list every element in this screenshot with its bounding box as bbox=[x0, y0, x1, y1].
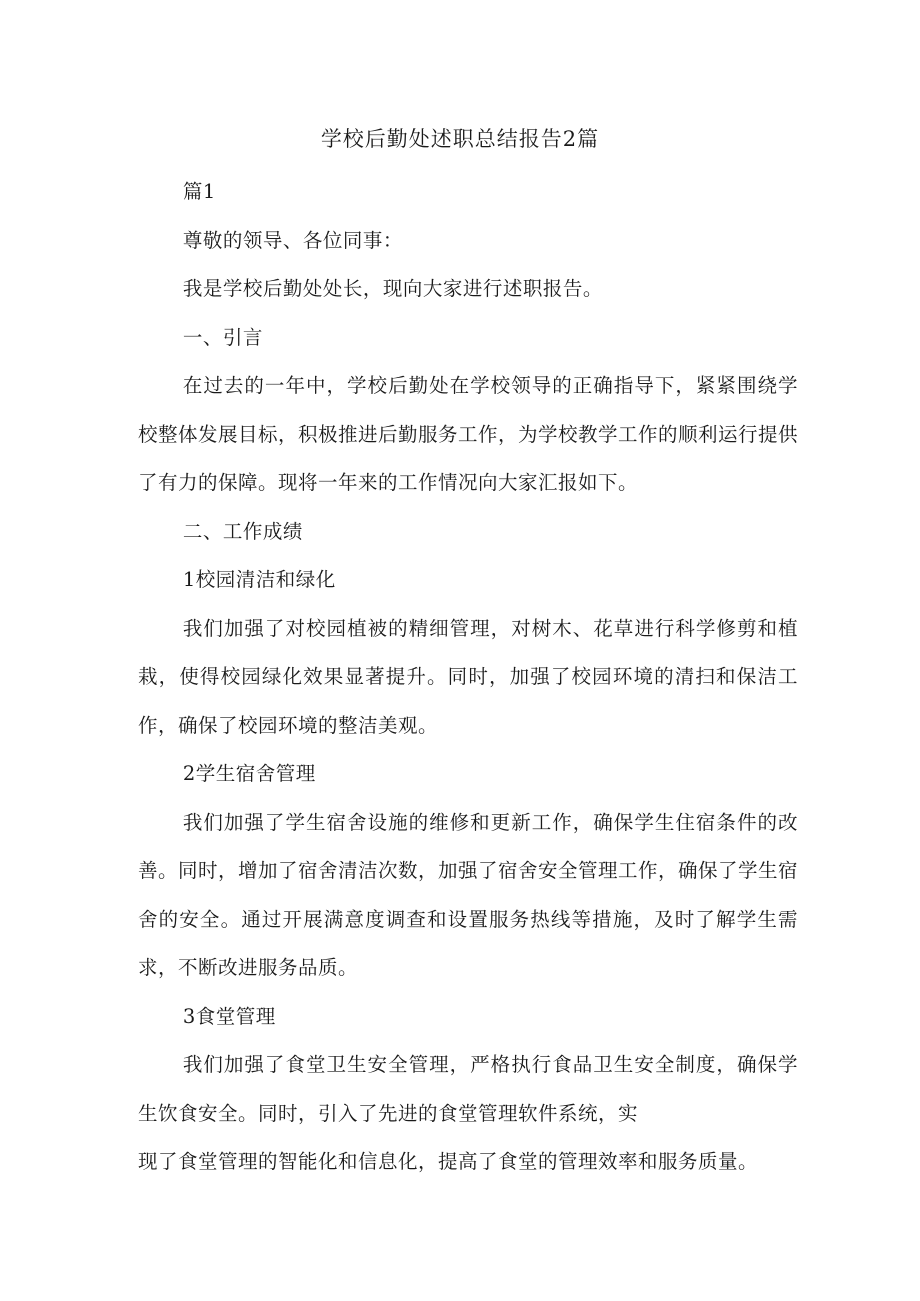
opening-paragraph: 我是学校后勤处处长，现向大家进行述职报告。 bbox=[182, 277, 603, 300]
canteen-paragraph: 我们加强了食堂卫生安全管理，严格执行食品卫生安全制度，确保学生饮食安全。同时，引入了先进的食堂管理软件系统，实 bbox=[138, 1053, 798, 1125]
introduction-paragraph: 在过去的一年中，学校后勤处在学校领导的正确指导下，紧紧围绕学校整体发展目标，积极推进后勤服务工作，为学校教学工作的顺利运行提供了有力的保障。现将一年来的工作情况向大家汇报如下。 bbox=[138, 374, 799, 494]
salutation: 尊敬的领导、各位同事： bbox=[182, 228, 403, 252]
heading-achievements: 二、工作成绩 bbox=[182, 519, 303, 543]
subheading-canteen: 3食堂管理 bbox=[182, 1004, 276, 1028]
heading-introduction: 一、引言 bbox=[182, 325, 263, 349]
section-label: 篇1 bbox=[182, 180, 216, 203]
subheading-dormitory: 2学生宿舍管理 bbox=[182, 762, 316, 785]
canteen-paragraph-continued: 现了食堂管理的智能化和信息化，提高了食堂的管理效率和服务质量。 bbox=[138, 1150, 759, 1173]
dormitory-paragraph: 我们加强了学生宿舍设施的维修和更新工作，确保学生住宿条件的改善。同时，增加了宿舍清洁次数，加强了宿舍安全管理工作，确保了学生宿舍的安全。通过开展满意度调查和设置服务热线等措施，及时了解学生需求，不断改进服务品质。 bbox=[138, 810, 799, 979]
document-body bbox=[138, 168, 798, 1187]
campus-cleaning-paragraph: 我们加强了对校园植被的精细管理，对树木、花草进行科学修剪和植栽，使得校园绿化效果显著提升。同时，加强了校园环境的清扫和保洁工作，确保了校园环境的整洁美观。 bbox=[138, 616, 798, 737]
subheading-campus-cleaning: 1校园清洁和绿化 bbox=[182, 568, 336, 591]
document-title: 学校后勤处述职总结报告2篇 bbox=[320, 127, 600, 151]
